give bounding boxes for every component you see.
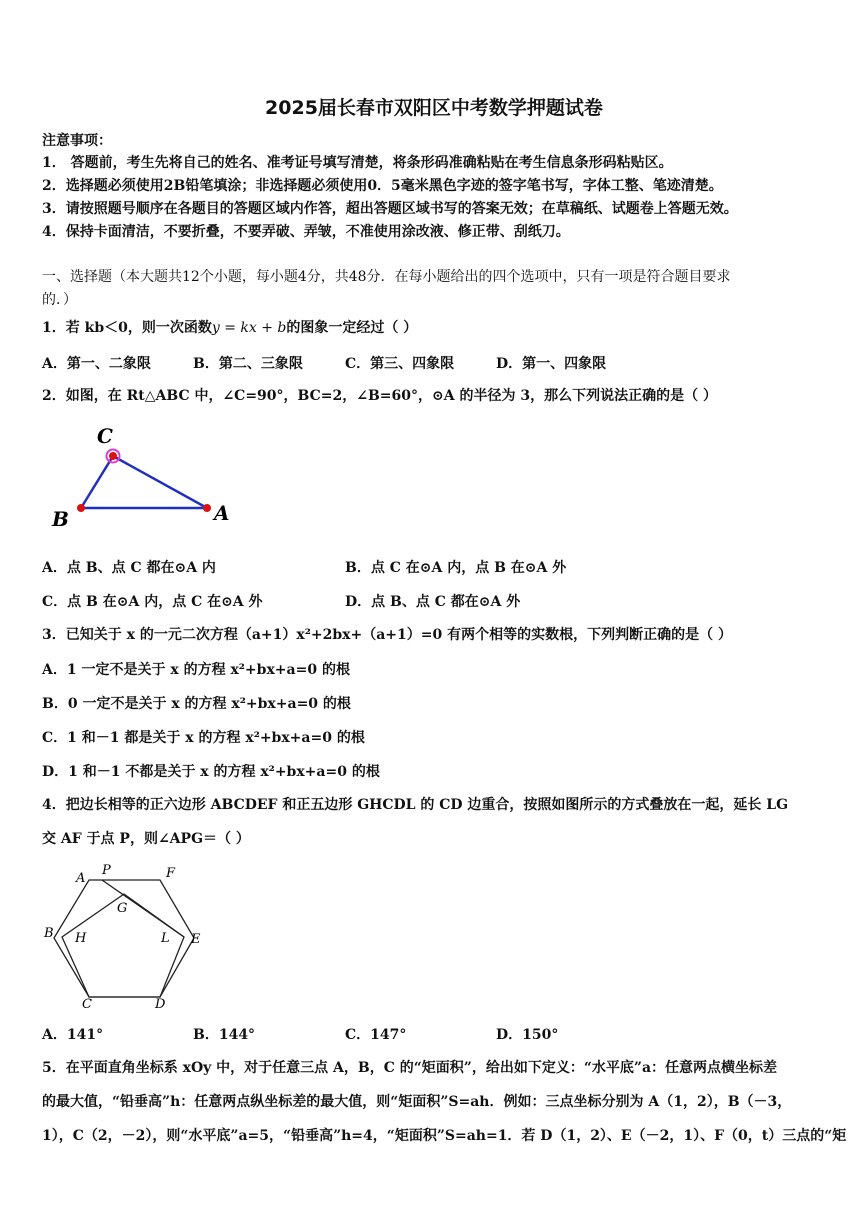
- question-4-stem-line1: 4．把边长相等的正六边形 ABCDEF 和正五边形 GHCDL 的 CD 边重合，按照如图所示的方式叠放在一起，延长 LG: [42, 797, 789, 813]
- q1-stem-post: 的图象一定经过（ ）: [286, 320, 418, 336]
- section-heading-line1: 一、选择题（本大题共12个小题，每小题4分，共48分．在每小题给出的四个选项中，只有一项是符合题目要求: [42, 269, 731, 285]
- label-g: G: [117, 901, 128, 916]
- q4-option-c: C．147°: [345, 1027, 407, 1043]
- q1-option-b: B．第二、三象限: [193, 356, 303, 372]
- label-f: F: [166, 866, 176, 881]
- label-b: B: [52, 507, 69, 531]
- label-a: A: [214, 501, 230, 525]
- notice-1: 1． 答题前，考生先将自己的姓名、准考证号填写清楚，将条形码准确粘贴在考生信息条形码粘贴区。: [42, 155, 673, 171]
- q4-option-b: B．144°: [193, 1027, 256, 1043]
- q3-option-b: B．0 一定不是关于 x 的方程 x²+bx+a=0 的根: [42, 696, 351, 712]
- q2-option-d: D．点 B、点 C 都在⊙A 外: [345, 594, 521, 610]
- q1-option-d: D．第一、四象限: [496, 356, 607, 372]
- label-e: E: [191, 932, 201, 947]
- label-b: B: [44, 926, 54, 941]
- question-5-line3: 1），C（2，－2），则“水平底”a=5，“铅垂高”h=4，“矩面积”S=ah=1．若 D（1，2）、E（－2，1）、F（0，t）三点的“矩: [42, 1128, 847, 1144]
- q1-option-a: A．第一、二象限: [42, 356, 151, 372]
- question-2-stem: 2．如图，在 Rt△ABC 中，∠C=90°，BC=2，∠B=60°，⊙A 的半径为 3，那么下列说法正确的是（ ）: [42, 388, 717, 404]
- hexagon-pentagon-figure: [42, 858, 212, 1013]
- question-1-stem: [42, 318, 842, 338]
- q3-option-d: D．1 和－1 不都是关于 x 的方程 x²+bx+a=0 的根: [42, 764, 380, 780]
- label-l: L: [161, 931, 170, 946]
- q4-option-d: D．150°: [496, 1027, 559, 1043]
- triangle-figure: [42, 418, 242, 533]
- q3-option-c: C．1 和－1 都是关于 x 的方程 x²+bx+a=0 的根: [42, 730, 365, 746]
- question-4-stem-line2: 交 AF 于点 P，则∠APG＝（ ）: [42, 831, 250, 847]
- label-d: D: [155, 997, 166, 1012]
- question-5-line1: 5．在平面直角坐标系 xOy 中，对于任意三点 A，B，C 的“矩面积”，给出如下定义：“水平底”a：任意两点横坐标差: [42, 1060, 778, 1076]
- notice-heading: 注意事项：: [42, 133, 112, 149]
- q3-option-a: A．1 一定不是关于 x 的方程 x²+bx+a=0 的根: [42, 662, 350, 678]
- point-b: [77, 504, 85, 512]
- point-c: [109, 452, 117, 460]
- section-heading-line2: 的．）: [42, 292, 77, 308]
- label-h: H: [75, 931, 87, 946]
- notice-4: 4．保持卡面清洁，不要折叠，不要弄破、弄皱，不准使用涂改液、修正带、刮纸刀。: [42, 224, 570, 240]
- question-3-stem: 3．已知关于 x 的一元二次方程（a+1）x²+2bx+（a+1）=0 有两个相等的实数根，下列判断正确的是（ ）: [42, 627, 732, 643]
- q2-option-a: A．点 B、点 C 都在⊙A 内: [42, 560, 216, 576]
- label-a: A: [76, 871, 86, 886]
- label-p: P: [102, 863, 111, 878]
- point-a: [203, 504, 211, 512]
- question-5-line2: 的最大值，“铅垂高”h：任意两点纵坐标差的最大值，则“矩面积”S=ah．例如：三点坐标分别为 A（1，2），B（－3，: [42, 1094, 792, 1110]
- q4-option-a: A．141°: [42, 1027, 104, 1043]
- q1-option-c: C．第三、四象限: [345, 356, 455, 372]
- label-c: C: [97, 424, 113, 448]
- notice-2: 2．选择题必须使用2B铅笔填涂；非选择题必须使用0．5毫米黑色字迹的签字笔书写，字体工整、笔迹清楚。: [42, 178, 723, 194]
- label-c: C: [82, 997, 92, 1012]
- q2-option-b: B．点 C 在⊙A 内，点 B 在⊙A 外: [345, 560, 567, 576]
- q2-option-c: C．点 B 在⊙A 内，点 C 在⊙A 外: [42, 594, 263, 610]
- exam-title: 2025届长春市双阳区中考数学押题试卷: [265, 97, 603, 119]
- q1-formula: y = kx + b: [211, 320, 287, 336]
- q1-stem-pre: 1．若 kb＜0，则一次函数: [42, 320, 212, 336]
- notice-3: 3．请按照题号顺序在各题目的答题区域内作答，超出答题区域书写的答案无效；在草稿纸、试题卷上答题无效。: [42, 201, 738, 217]
